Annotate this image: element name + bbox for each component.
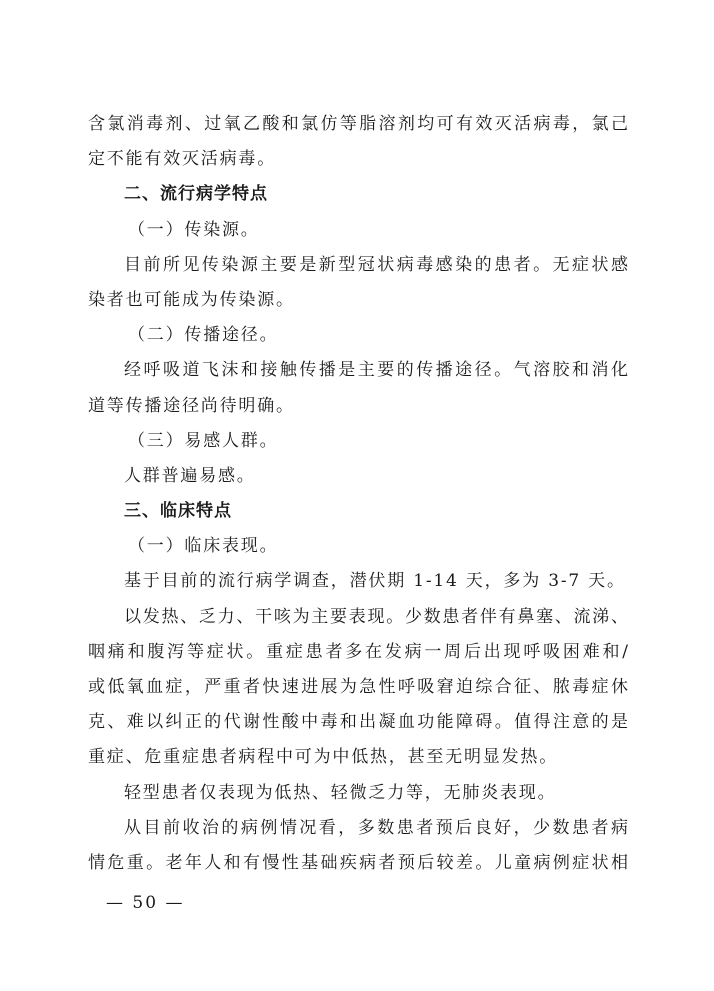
paragraph-line: 咽痛和腹泻等症状。重症患者多在发病一周后出现呼吸困难和/ [88,641,628,662]
section-heading: 二、流行病学特点 [124,184,268,205]
paragraph-line: 重症、危重症患者病程中可为中低热，甚至无明显发热。 [88,747,558,768]
subsection-heading: （三）易感人群。 [128,430,279,451]
paragraph-line: 定不能有效灭活病毒。 [88,149,276,170]
paragraph-line: 经呼吸道飞沫和接触传播是主要的传播途径。气溶胶和消化 [124,360,628,381]
subsection-heading: （一）临床表现。 [128,536,279,557]
paragraph-line: 道等传播途径尚待明确。 [88,395,295,416]
section-heading: 三、临床特点 [124,501,232,522]
subsection-heading: （二）传播途径。 [128,325,279,346]
paragraph-line: 克、难以纠正的代谢性酸中毒和出凝血功能障碍。值得注意的是 [88,712,628,733]
paragraph-line: 情危重。老年人和有慢性基础疾病者预后较差。儿童病例症状相 [88,852,628,873]
paragraph-line: 轻型患者仅表现为低热、轻微乏力等，无肺炎表现。 [124,782,557,803]
paragraph-line: 染者也可能成为传染源。 [88,289,295,310]
document-body [88,107,628,881]
subsection-heading: （一）传染源。 [128,219,260,240]
paragraph-line: 含氯消毒剂、过氧乙酸和氯仿等脂溶剂均可有效灭活病毒，氯己 [88,114,628,134]
paragraph-line: 目前所见传染源主要是新型冠状病毒感染的患者。无症状感 [124,254,628,275]
paragraph-line: 人群普遍易感。 [124,465,256,486]
paragraph-line: 或低氧血症，严重者快速进展为急性呼吸窘迫综合征、脓毒症休 [88,677,628,697]
paragraph-line: 以发热、乏力、干咳为主要表现。少数患者伴有鼻塞、流涕、 [124,606,628,627]
paragraph-line: 基于目前的流行病学调查，潜伏期 1-14 天，多为 3-7 天。 [124,571,626,592]
page-number: — 50 — [106,893,185,913]
paragraph-line: 从目前收治的病例情况看，多数患者预后良好，少数患者病 [124,817,628,838]
